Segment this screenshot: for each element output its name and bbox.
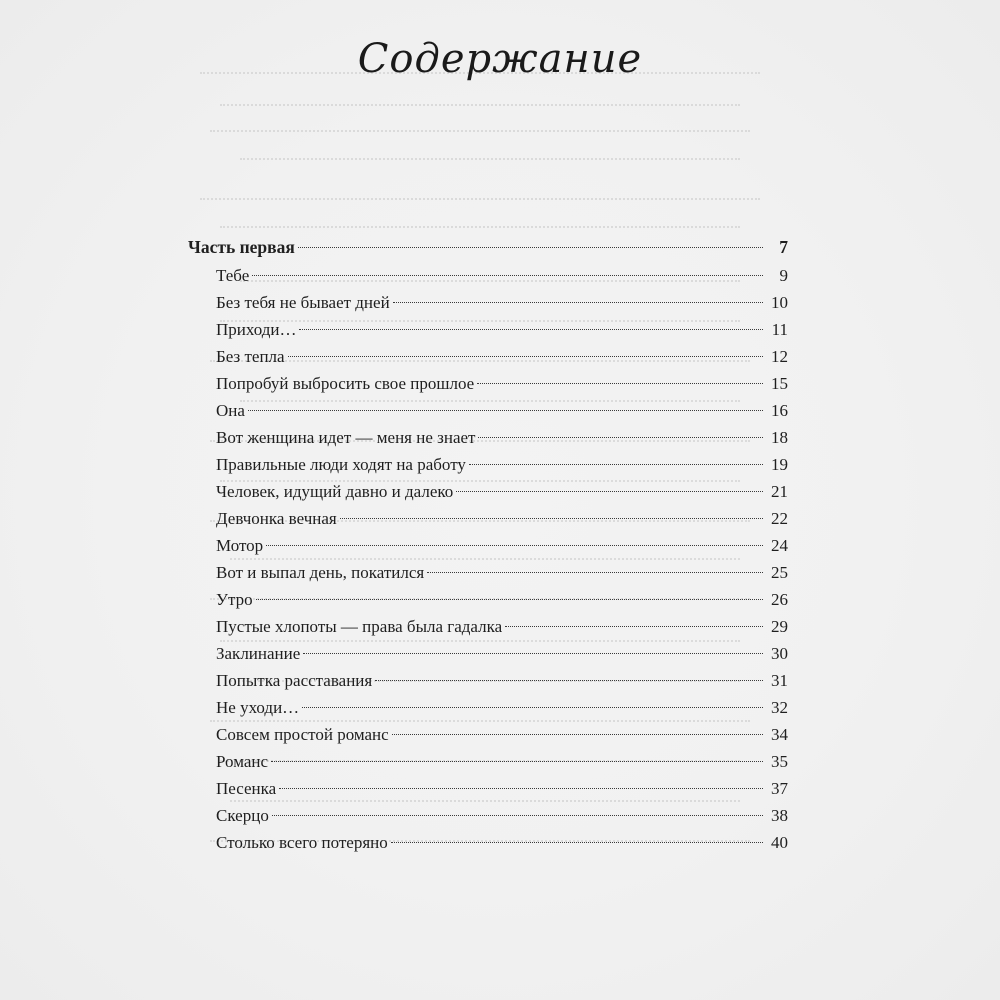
entry-title: Правильные люди ходят на работу <box>216 455 466 474</box>
toc-entry[interactable] <box>188 829 788 856</box>
dot-leader <box>279 788 763 789</box>
toc-entry[interactable] <box>188 721 788 748</box>
entry-page-number: 10 <box>771 293 788 312</box>
entry-title: Вот женщина идет — меня не знает <box>216 428 476 447</box>
entry-title: Скерцо <box>216 806 269 825</box>
dot-leader <box>256 599 763 600</box>
entry-title: Без тебя не бывает дней <box>216 293 390 312</box>
entry-page-number: 22 <box>771 509 788 528</box>
dot-leader <box>303 653 763 654</box>
table-of-contents <box>188 234 788 856</box>
entry-page-number: 26 <box>771 590 788 609</box>
dot-leader <box>248 410 763 411</box>
dot-leader <box>469 464 763 465</box>
entry-page-number: 19 <box>771 455 788 474</box>
entry-title: Девчонка вечная <box>216 509 337 528</box>
toc-entry[interactable] <box>188 640 788 667</box>
entry-title: Столько всего потеряно <box>216 833 388 852</box>
dot-leader <box>393 302 763 303</box>
toc-entry[interactable] <box>188 478 788 505</box>
toc-part-heading[interactable] <box>188 234 788 262</box>
dot-leader <box>271 761 763 762</box>
toc-entry[interactable] <box>188 694 788 721</box>
toc-entry[interactable] <box>188 532 788 559</box>
entry-page-number: 15 <box>771 374 788 393</box>
dot-leader <box>266 545 763 546</box>
toc-entry[interactable] <box>188 775 788 802</box>
toc-entry[interactable] <box>188 316 788 343</box>
dot-leader <box>427 572 763 573</box>
dot-leader <box>288 356 763 357</box>
entry-page-number: 31 <box>771 671 788 690</box>
entry-title: Песенка <box>216 779 277 798</box>
entry-title: Тебе <box>216 266 250 285</box>
entry-page-number: 38 <box>771 806 788 825</box>
toc-entry[interactable] <box>188 289 788 316</box>
dot-leader <box>478 437 763 438</box>
entry-page-number: 21 <box>771 482 788 501</box>
entry-title: Попытка расставания <box>216 671 373 690</box>
entry-title: Вот и выпал день, покатился <box>216 563 425 582</box>
toc-entry[interactable] <box>188 370 788 397</box>
toc-entry[interactable] <box>188 343 788 370</box>
toc-entry[interactable] <box>188 262 788 289</box>
entry-page-number: 12 <box>771 347 788 366</box>
entry-title: Пустые хлопоты — права была гадалка <box>216 617 503 636</box>
part-page-number: 7 <box>779 237 788 257</box>
toc-entry[interactable] <box>188 613 788 640</box>
entry-title: Попробуй выбросить свое прошлое <box>216 374 475 393</box>
entry-page-number: 25 <box>771 563 788 582</box>
toc-entry[interactable] <box>188 802 788 829</box>
dot-leader <box>375 680 763 681</box>
entry-page-number: 34 <box>771 725 788 744</box>
dot-leader <box>299 329 763 330</box>
dot-leader <box>477 383 763 384</box>
entry-page-number: 32 <box>771 698 788 717</box>
entry-page-number: 11 <box>771 320 788 339</box>
toc-entry[interactable] <box>188 505 788 532</box>
entry-page-number: 9 <box>779 266 788 285</box>
entry-page-number: 30 <box>771 644 788 663</box>
entry-page-number: 29 <box>771 617 788 636</box>
toc-entry[interactable] <box>188 667 788 694</box>
entry-title: Не уходи… <box>216 698 300 717</box>
entry-title: Совсем простой романс <box>216 725 389 744</box>
part-title: Часть первая <box>188 237 295 257</box>
entry-title: Она <box>216 401 245 420</box>
dot-leader <box>456 491 763 492</box>
entry-page-number: 16 <box>771 401 788 420</box>
entry-page-number: 24 <box>771 536 788 555</box>
entry-title: Приходи… <box>216 320 297 339</box>
entry-page-number: 18 <box>771 428 788 447</box>
entry-title: Мотор <box>216 536 264 555</box>
dot-leader <box>302 707 763 708</box>
entry-page-number: 40 <box>771 833 788 852</box>
entry-title: Заклинание <box>216 644 301 663</box>
toc-entry[interactable] <box>188 748 788 775</box>
entry-page-number: 37 <box>771 779 788 798</box>
dot-leader <box>272 815 763 816</box>
toc-entry[interactable] <box>188 397 788 424</box>
dot-leader <box>252 275 763 276</box>
dot-leader <box>391 842 763 843</box>
dot-leader <box>505 626 763 627</box>
dot-leader <box>392 734 763 735</box>
entry-page-number: 35 <box>771 752 788 771</box>
page-title: Содержание <box>357 36 643 82</box>
dot-leader <box>298 247 763 248</box>
toc-entry[interactable] <box>188 451 788 478</box>
entry-title: Утро <box>216 590 253 609</box>
entry-title: Романс <box>216 752 269 771</box>
entry-title: Человек, идущий давно и далеко <box>216 482 454 501</box>
toc-entry[interactable] <box>188 559 788 586</box>
entry-title: Без тепла <box>216 347 285 366</box>
toc-entry[interactable] <box>188 586 788 613</box>
toc-entry[interactable] <box>188 424 788 451</box>
dot-leader <box>340 518 763 519</box>
